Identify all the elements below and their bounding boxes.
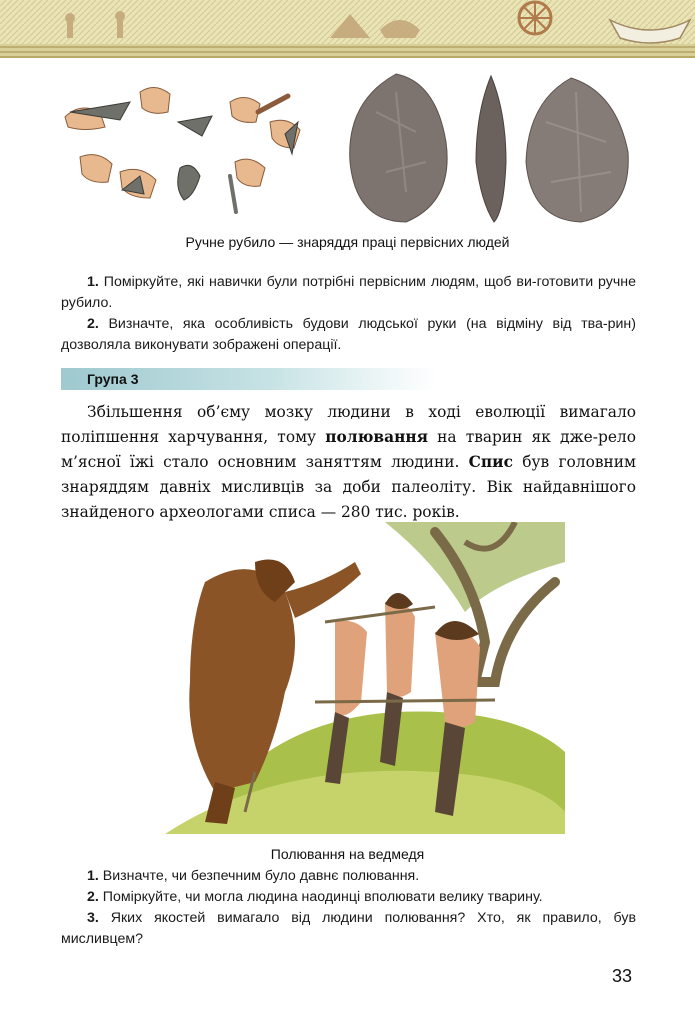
question-1-2: 2. Визначте, яка особливість будови людської руки (на відміну від тва-рин) дозволяла виконувати зображені операції.: [61, 316, 636, 353]
group-label: Група 3: [87, 371, 139, 387]
hand-axe-caption: Ручне рубило — знаряддя праці первісних людей: [185, 234, 510, 250]
ornament-pattern: [0, 0, 695, 56]
hand-axe-making-illustration: [60, 72, 310, 232]
bear-hunt-illustration: [135, 522, 565, 834]
term-hunting: полювання: [325, 428, 428, 446]
question-2-1: 1. Визначте, чи безпечним було давнє полювання.: [87, 868, 420, 884]
page-number: 33: [612, 966, 633, 986]
hand-axe-stones-photo: [346, 72, 636, 232]
hand-axe-figure: [60, 72, 640, 232]
term-spear: Спис: [468, 453, 513, 471]
group-3-body-text: Збільшення об’єму мозку людини в ході еволюції вимагало поліпшення харчування, тому полювання на тварин як дже-рело м’ясної їжі стало основним заняттям людини. Спис був головним знаряддям давніх мисливців за доби палеоліту. Вік найдавнішого знайденого археологами списа — 280 тис. років.: [61, 403, 636, 521]
top-ornament-band: [0, 0, 695, 58]
group-3-header: [61, 368, 436, 390]
question-2-2: 2. Поміркуйте, чи могла людина наодинці вполювати велику тварину.: [87, 889, 543, 905]
question-1-1: 1. Поміркуйте, які навички були потрібні первісним людям, щоб ви-готовити ручне рубило.: [61, 274, 636, 311]
bear-hunt-caption: Полювання на ведмедя: [270, 846, 425, 862]
question-2-3: 3. Яких якостей вимагало від людини полювання? Хто, як правило, був мисливцем?: [61, 910, 636, 947]
